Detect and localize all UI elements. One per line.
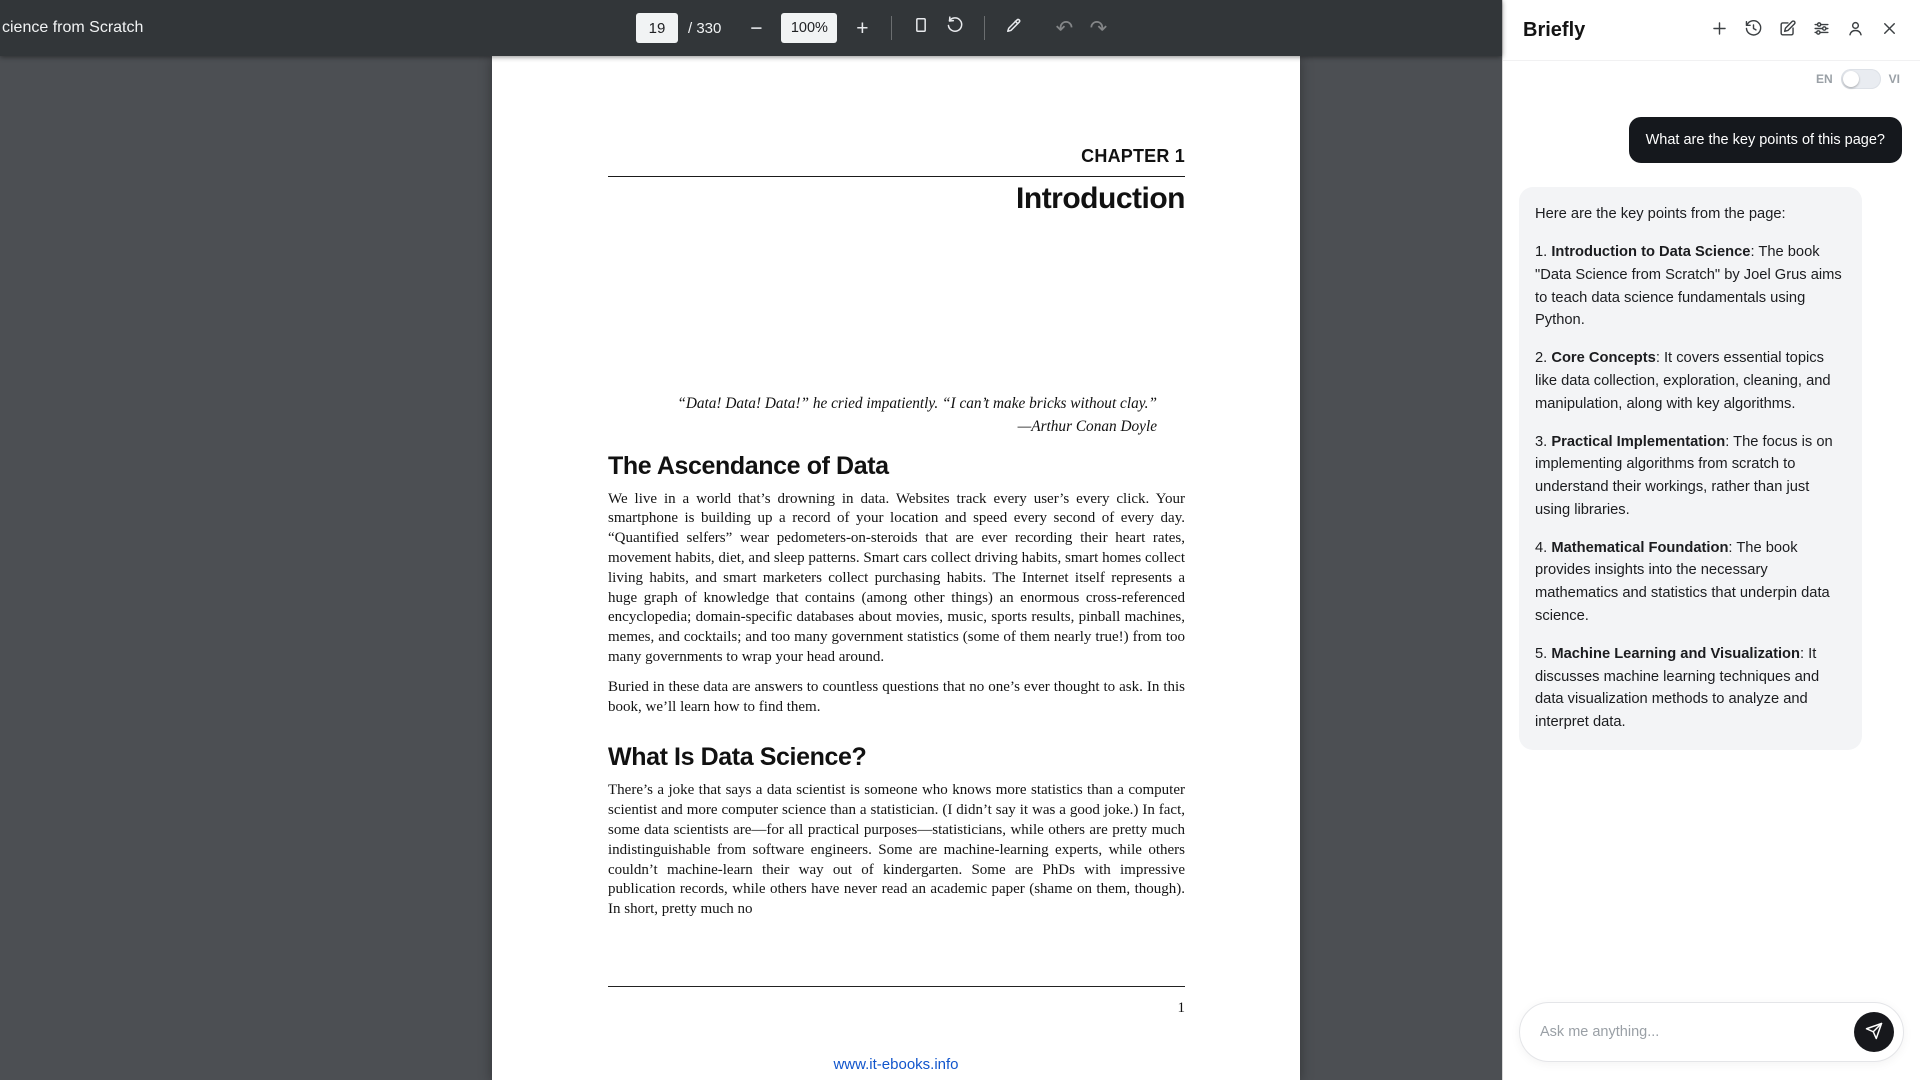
close-icon <box>1880 19 1899 41</box>
section-heading-what-is: What Is Data Science? <box>608 743 867 772</box>
point-number: 2. <box>1535 350 1552 367</box>
composer-pill <box>1519 1002 1904 1062</box>
point-text: : The book "Data Science from Scratch" by Joel Grus aims to teach data science fundamentals using Python. <box>1535 244 1842 329</box>
rotate-icon <box>945 15 965 41</box>
fit-page-button[interactable] <box>904 11 938 45</box>
epigraph-quote: “Data! Data! Data!” he cried impatiently. “I can’t make bricks without clay.” <box>677 395 1157 412</box>
chat-input[interactable] <box>1520 1003 1903 1061</box>
point-title: Introduction to Data Science <box>1551 244 1751 261</box>
point-number: 5. <box>1535 645 1552 662</box>
sliders-icon <box>1812 19 1831 41</box>
history-button[interactable] <box>1738 15 1768 45</box>
body-paragraph: We live in a world that’s drowning in data. Websites track every user’s every click. Your smartphone is building up a record of your location and speed every second of every day. “Quantified selfers” wear pedometers-on-steroids that are ever recording their heart rates, movement habits, diet, and sleep patterns. Smart cars collect driving habits, smart homes collect living habits, and smart marketers collect purchasing habits. The Internet itself represents a huge graph of knowledge that contains (among other things) an enormous cross-referenced encyclopedia; domain-specific databases about movies, music, sports results, pinball machines, memes, and cocktails; and too many government statistics (some of them nearly true!) from too many governments to wrap your head around. <box>608 490 1185 666</box>
assistant-point <box>1535 347 1846 415</box>
point-text: : It discusses machine learning techniques and data visualization methods to analyze and interpret data. <box>1535 645 1820 731</box>
settings-button[interactable] <box>1806 15 1836 45</box>
briefly-title: Briefly <box>1523 18 1586 41</box>
send-button[interactable] <box>1854 1012 1894 1052</box>
zoom-level[interactable]: 100% <box>781 13 837 43</box>
assistant-point <box>1535 241 1846 332</box>
assistant-point <box>1535 537 1846 628</box>
pdf-page-content <box>492 56 1300 920</box>
rotate-button[interactable] <box>938 11 972 45</box>
point-number: 1. <box>1535 244 1552 261</box>
pen-icon <box>1004 15 1024 41</box>
pdf-page <box>492 56 1300 1080</box>
point-title: Core Concepts <box>1551 350 1656 367</box>
user-message-bubble: What are the key points of this page? <box>1629 117 1902 163</box>
assistant-intro: Here are the key points from the page: <box>1535 206 1786 223</box>
chat-composer <box>1503 992 1920 1080</box>
plus-icon <box>1710 19 1729 41</box>
toolbar-divider <box>984 16 985 40</box>
point-title: Mathematical Foundation <box>1551 539 1729 556</box>
chat-thread[interactable] <box>1503 95 1920 992</box>
language-toggle-row <box>1503 60 1920 95</box>
toolbar-controls <box>636 0 1115 56</box>
redo-button[interactable]: ↷ <box>1081 11 1115 45</box>
zoom-in-button[interactable]: + <box>845 11 879 45</box>
point-title: Machine Learning and Visualization <box>1551 645 1800 662</box>
toolbar-divider <box>891 16 892 40</box>
send-icon <box>1865 1022 1883 1043</box>
annotate-button[interactable] <box>997 11 1031 45</box>
chapter-title: Introduction <box>1016 182 1185 215</box>
point-text: : The book provides insights into the necessary mathematics and statistics that underpin data science. <box>1535 539 1830 625</box>
document-title: cience from Scratch <box>2 19 144 36</box>
point-text: : The focus is on implementing algorithms from scratch to understand their workings, rather than just using libraries. <box>1535 433 1833 518</box>
fit-page-icon <box>911 15 931 41</box>
close-panel-button[interactable] <box>1874 15 1904 45</box>
point-title: Practical Implementation <box>1551 433 1726 450</box>
undo-button[interactable]: ↶ <box>1047 11 1081 45</box>
briefly-header <box>1503 0 1920 60</box>
chapter-rule <box>608 176 1185 177</box>
history-icon <box>1744 19 1763 41</box>
pdf-canvas-area[interactable] <box>0 56 1502 1080</box>
page-number-input[interactable] <box>636 13 678 43</box>
assistant-point <box>1535 643 1846 734</box>
pdf-toolbar <box>0 0 1502 56</box>
new-chat-button[interactable] <box>1704 15 1734 45</box>
footer-link[interactable]: www.it-ebooks.info <box>833 1056 959 1073</box>
compose-button[interactable] <box>1772 15 1802 45</box>
briefly-panel <box>1502 0 1920 1080</box>
point-text: : It covers essential topics like data collection, exploration, cleaning, and manipulation, along with key algorithms. <box>1535 350 1831 412</box>
body-paragraph: Buried in these data are answers to countless questions that no one’s ever thought to ask. In this book, we’ll learn how to find them. <box>608 678 1185 715</box>
body-paragraph: There’s a joke that says a data scientist is someone who knows more statistics than a computer scientist and more computer science than a statistician. (I didn’t say it was a good joke.) In fact, some data scientists are—for all practical purposes—statisticians, while others are pretty much indistinguishable from software engineers. Some are machine-learning experts, while others couldn’t machine-learn their way out of kindergarten. Some are PhDs with impressive publication records, while others have never read an academic paper (shame on them, though). In short, pretty much no <box>608 782 1185 918</box>
assistant-message-bubble <box>1519 187 1862 750</box>
assistant-point <box>1535 431 1846 522</box>
page-number-footer: 1 <box>1177 1000 1185 1016</box>
compose-icon <box>1778 19 1797 41</box>
account-button[interactable] <box>1840 15 1870 45</box>
point-number: 3. <box>1535 433 1552 450</box>
briefly-header-actions <box>1704 15 1904 45</box>
zoom-out-button[interactable]: − <box>739 11 773 45</box>
language-toggle[interactable] <box>1841 69 1881 89</box>
footer-rule <box>608 986 1185 987</box>
person-icon <box>1846 19 1865 41</box>
epigraph-attribution: —Arthur Conan Doyle <box>1017 417 1157 435</box>
language-label-en: EN <box>1815 72 1833 86</box>
language-label-vi: VI <box>1888 72 1900 86</box>
section-heading-ascendance: The Ascendance of Data <box>608 451 889 480</box>
chapter-label: CHAPTER 1 <box>1081 146 1185 166</box>
point-number: 4. <box>1535 539 1552 556</box>
page-count-label: / 330 <box>688 19 722 37</box>
toggle-knob <box>1843 71 1859 87</box>
